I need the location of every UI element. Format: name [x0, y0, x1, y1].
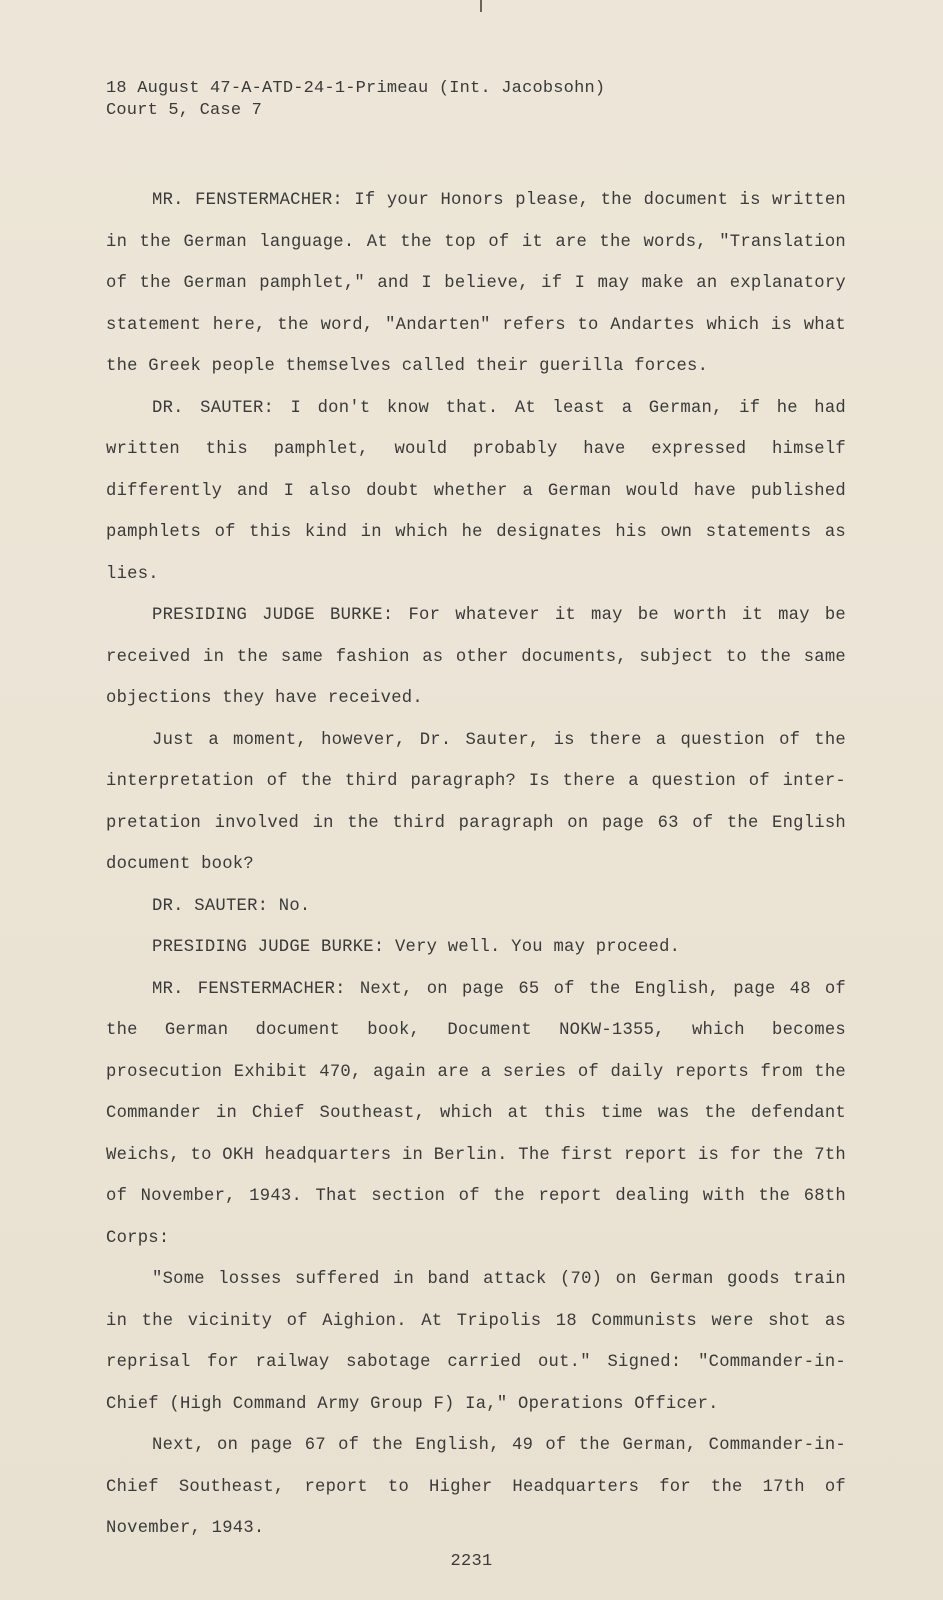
- paragraph-burke-1: PRESIDING JUDGE BURKE: For whatever it may be worth it may be received in the same fashion as other documents, subject to the same objections they have received.: [106, 606, 846, 708]
- paragraph-fenstermacher-1: MR. FENSTERMACHER: If your Honors please, the document is written in the German language. At the top of it are the words, "Translation of the German pamphlet," and I believe, if I may make an explanatory statement here, the word, "Andarten" refers to Andartes which is what the Greek people themselves called their guerilla forces.: [106, 191, 846, 376]
- document-header: [106, 78, 605, 122]
- paragraph-quoted-report: "Some losses suffered in band attack (70) on German goods train in the vicinity of Aighion. At Tripolis 18 Communists were shot as reprisal for railway sabotage carried out." Signed: "Commander-in-Chief (High Command Army Group F) Ia," Operations Officer.: [106, 1270, 846, 1414]
- paragraph-burke-3: PRESIDING JUDGE BURKE: Very well. You may proceed.: [152, 938, 681, 957]
- paragraph-sauter-2: DR. SAUTER: No.: [152, 896, 311, 916]
- header-session-line: 18 August 47-A-ATD-24-1-Primeau (Int. Jacobsohn): [106, 79, 606, 98]
- paragraph-fenstermacher-3: Next, on page 67 of the English, 49 of the German, Commander-in-Chief Southeast, report to Higher Headquarters for the 17th of November, 1943.: [106, 1436, 846, 1538]
- binding-mark: [480, 0, 482, 12]
- paragraph-sauter-1: DR. SAUTER: I don't know that. At least a German, if he had written this pamphlet, would probably have expressed himself differently and I also doubt whether a German would have published pamphlets of this kind in which he designates his own statements as lies.: [106, 398, 846, 584]
- page-number: 2231: [450, 1552, 493, 1571]
- paragraph-fenstermacher-2: MR. FENSTERMACHER: Next, on page 65 of the English, page 48 of the German document book, Document NOKW-1355, which becomes prosecution Exhibit 470, again are a series of daily reports from the Commander in Chief Southeast, which at this time was the defendant Weichs, to OKH headquarters in Berlin. The first report is for the 7th of November, 1943. That section of the report dealing with the 68th Corps:: [106, 979, 846, 1248]
- paragraph-burke-2: Just a moment, however, Dr. Sauter, is there a question of the interpretation of the third paragraph? Is there a question of inter-pretation involved in the third paragraph on page 63 of the English document book?: [106, 730, 846, 874]
- transcript-body: [106, 180, 846, 1550]
- header-court-line: Court 5, Case 7: [106, 101, 263, 120]
